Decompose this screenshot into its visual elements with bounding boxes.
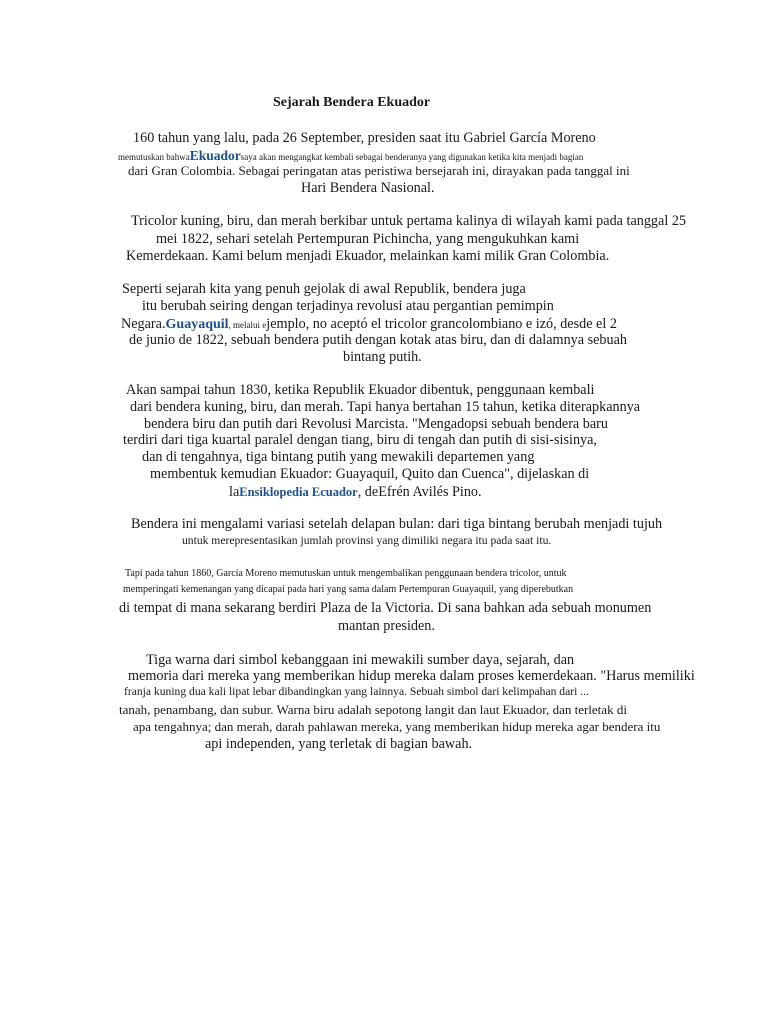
link-ensiklopedia-ecuador[interactable]: Ensiklopedia Ecuador [239,485,358,499]
paragraph-7-line-3: franja kuning dua kali lipat lebar dibandingkan yang lainnya. Sebuah simbol dari kelimpahan dari ... [124,685,589,698]
paragraph-3-line-4: de junio de 1822, sebuah bendera putih dengan kotak atas biru, dan di dalamnya sebuah [129,332,627,348]
paragraph-4-line-7 [229,484,482,500]
paragraph-3-line-3-end: jemplo, no aceptó el tricolor grancolombiano e izó, desde el 2 [266,316,617,332]
paragraph-4-line-2: dari bendera kuning, biru, dan merah. Tapi hanya bertahan 15 tahun, ketika diterapkannya [130,399,641,415]
paragraph-6-line-2: memperingati kemenangan yang dicapai pada hari yang sama dalam Pertempuran Guayaquil, yang diperebutkan [123,584,574,595]
paragraph-4-line-7-end: Efrén Avilés Pino. [378,484,482,500]
paragraph-4-line-1: Akan sampai tahun 1830, ketika Republik Ekuador dibentuk, penggunaan kembali [126,382,595,398]
paragraph-6-line-1: Tapi pada tahun 1860, García Moreno memutuskan untuk mengembalikan penggunaan bendera tricolor, untuk [125,568,567,579]
paragraph-5-line-1: Bendera ini mengalami variasi setelah delapan bulan: dari tiga bintang berubah menjadi tujuh [131,516,663,532]
paragraph-3-line-3 [121,316,617,332]
paragraph-3-line-1: Seperti sejarah kita yang penuh gejolak di awal Republik, bendera juga [122,281,526,297]
paragraph-7-line-1: Tiga warna dari simbol kebanggaan ini mewakili sumber daya, sejarah, dan [146,652,575,668]
paragraph-1-line-2 [118,148,583,164]
paragraph-1-line-4: Hari Bendera Nasional. [301,180,435,196]
paragraph-4-line-7-mid: , de [357,484,379,500]
paragraph-6-line-3: di tempat di mana sekarang berdiri Plaza de la Victoria. Di sana bahkan ada sebuah monumen [119,600,652,616]
paragraph-7-line-6: api independen, yang terletak di bagian bawah. [205,736,473,752]
paragraph-4-line-5: dan di tengahnya, tiga bintang putih yang mewakili departemen yang [142,449,535,465]
paragraph-1-line-2-start: memutuskan bahwa [118,152,190,162]
paragraph-4-line-7-start: la [229,484,240,500]
paragraph-2-line-1: Tricolor kuning, biru, dan merah berkibar untuk pertama kalinya di wilayah kami pada tanggal 25 [131,213,687,229]
paragraph-2-line-2: mei 1822, sehari setelah Pertempuran Pichincha, yang mengukuhkan kami [156,231,580,247]
paragraph-3-line-2: itu berubah seiring dengan terjadinya revolusi atau pergantian pemimpin [142,298,554,314]
paragraph-3-line-3-small: , melalui e [228,320,267,330]
paragraph-2-line-3: Kemerdekaan. Kami belum menjadi Ekuador, melainkan kami milik Gran Colombia. [126,248,610,264]
paragraph-6-line-4: mantan presiden. [338,618,435,634]
paragraph-1-line-2-end: saya akan mengangkat kembali sebagai benderanya yang digunakan ketika kita menjadi bagian [240,152,584,162]
paragraph-5-line-2: untuk merepresentasikan jumlah provinsi yang dimiliki negara itu pada saat itu. [182,534,552,547]
paragraph-1-line-1: 160 tahun yang lalu, pada 26 September, presiden saat itu Gabriel García Moreno [133,130,596,146]
paragraph-7-line-4: tanah, penambang, dan subur. Warna biru adalah sepotong langit dan laut Ekuador, dan terletak di [119,702,627,717]
paragraph-3-line-3-start: Negara. [121,316,166,332]
link-ekuador[interactable]: Ekuador [189,148,241,163]
link-guayaquil[interactable]: Guayaquil [165,317,229,332]
paragraph-4-line-3: bendera biru dan putih dari Revolusi Marcista. "Mengadopsi sebuah bendera baru [144,416,608,432]
page-title: Sejarah Bendera Ekuador [273,95,431,110]
paragraph-3-line-5: bintang putih. [343,349,422,365]
paragraph-7-line-5: apa tengahnya; dan merah, darah pahlawan mereka, yang memberikan hidup mereka agar bendera itu [133,719,661,734]
paragraph-7-line-2: memoria dari mereka yang memberikan hidup mereka dalam proses kemerdekaan. "Harus memiliki [128,668,695,684]
paragraph-4-line-6: membentuk kemudian Ekuador: Guayaquil, Quito dan Cuenca", dijelaskan di [150,466,590,482]
paragraph-1-line-3: dari Gran Colombia. Sebagai peringatan atas peristiwa bersejarah ini, dirayakan pada tanggal ini [128,163,630,178]
paragraph-4-line-4: terdiri dari tiga kuartal paralel dengan tiang, biru di tengah dan putih di sisi-sisinya, [123,432,597,448]
